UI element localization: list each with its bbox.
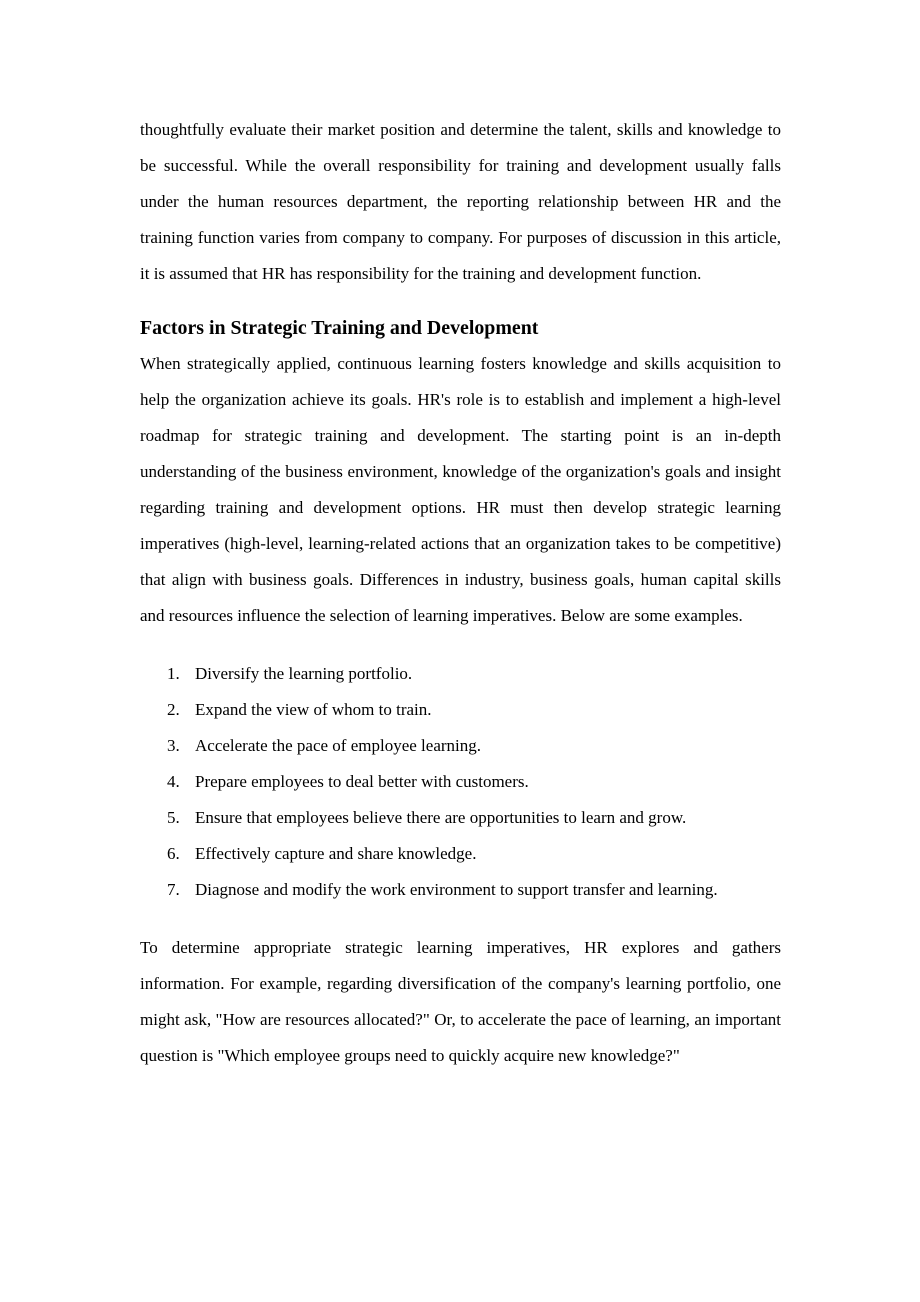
list-item-text: Expand the view of whom to train. <box>195 700 432 719</box>
list-item-text: Diagnose and modify the work environment to support transfer and learning. <box>195 880 718 899</box>
list-item-text: Prepare employees to deal better with customers. <box>195 772 529 791</box>
section-heading: Factors in Strategic Training and Development <box>140 317 539 339</box>
list-item <box>140 692 781 728</box>
paragraph-factors: When strategically applied, continuous learning fosters knowledge and skills acquisition to help the organization achieve its goals. HR's role is to establish and implement a high-level roadmap for strategic training and development. The starting point is an in-depth understanding of the business environment, knowledge of the organization's goals and insight regarding training and development options. HR must then develop strategic learning imperatives (high-level, learning-related actions that an organization takes to be competitive) that align with business goals. Differences in industry, business goals, human capital skills and resources influence the selection of learning imperatives. Below are some examples. <box>140 354 781 625</box>
list-item-number: 1. <box>167 664 180 683</box>
list-item-text: Effectively capture and share knowledge. <box>195 844 477 863</box>
list-item <box>140 728 781 764</box>
list-item-number: 6. <box>167 844 180 863</box>
list-item-number: 5. <box>167 808 180 827</box>
list-item-number: 2. <box>167 700 180 719</box>
list-item-text: Diversify the learning portfolio. <box>195 664 413 683</box>
paragraph-determine: To determine appropriate strategic learning imperatives, HR explores and gathers information. For example, regarding diversification of the company's learning portfolio, one might ask, "How are resources allocated?" Or, to accelerate the pace of learning, an important question is "Which employee groups need to quickly acquire new knowledge?" <box>140 938 781 1065</box>
list-item-number: 4. <box>167 772 180 791</box>
document-page <box>140 112 781 1074</box>
list-item <box>140 836 781 872</box>
list-item-number: 3. <box>167 736 180 755</box>
paragraph-intro: thoughtfully evaluate their market position and determine the talent, skills and knowledge to be successful. While the overall responsibility for training and development usually falls under the human resources department, the reporting relationship between HR and the training function varies from company to company. For purposes of discussion in this article, it is assumed that HR has responsibility for the training and development function. <box>140 120 781 283</box>
list-item-text: Accelerate the pace of employee learning. <box>195 736 482 755</box>
list-item-text: Ensure that employees believe there are opportunities to learn and grow. <box>195 808 687 827</box>
list-item-number: 7. <box>167 880 180 899</box>
list-item <box>140 764 781 800</box>
list-item <box>140 800 781 836</box>
learning-imperatives-list <box>140 656 781 908</box>
list-item <box>140 872 781 908</box>
list-item <box>140 656 781 692</box>
